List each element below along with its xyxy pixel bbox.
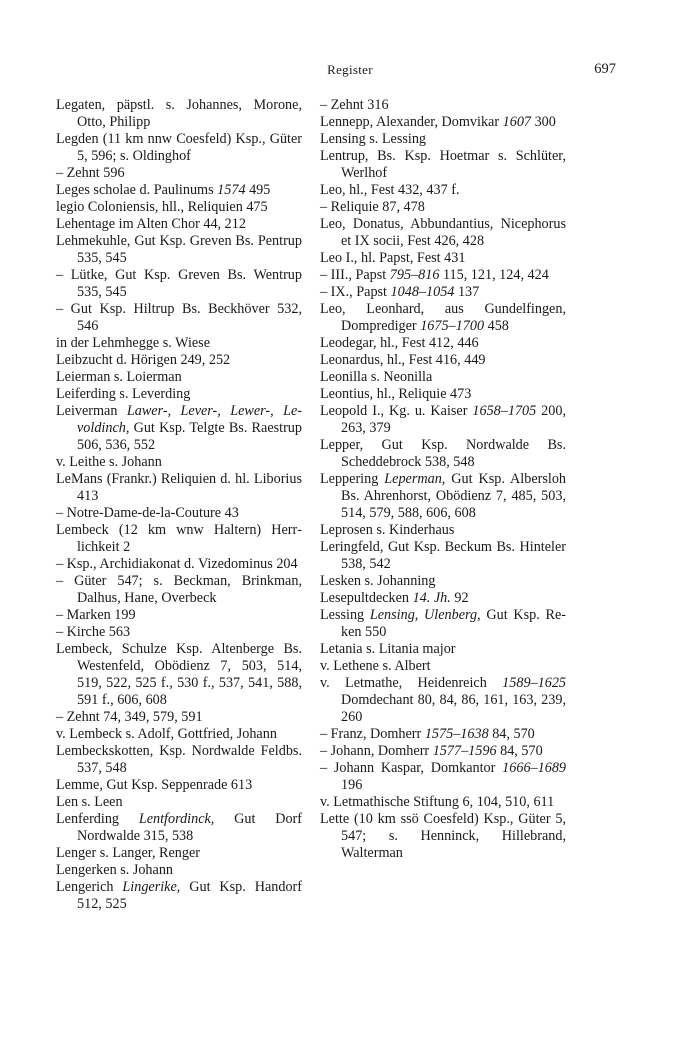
index-entry: Lembeck (12 km wnw Haltern) Herrlichkeit 2 [56, 522, 302, 555]
index-entry: Leonardus, hl., Fest 416, 449 [320, 352, 486, 368]
index-entry: Lenferding Lentfordinck, Gut Dorf Nordwalde 315, 538 [56, 811, 303, 844]
index-entry: Leontius, hl., Reliquie 473 [320, 386, 472, 402]
index-entry: – Ksp., Archidiakonat d. Vizedominus 204 [56, 556, 298, 572]
index-entry: Legaten, päpstl. s. Johannes, Morone, Otto, Philipp [56, 97, 302, 130]
index-entry: v. Leithe s. Johann [56, 454, 162, 470]
index-entry: Lentrup, Bs. Ksp. Hoetmar s. Schlüter, Werlhof [320, 148, 566, 181]
index-entry: – Johann, Domherr 1577–1596 84, 570 [320, 743, 543, 759]
index-entry: – Güter 547; s. Beckman, Brinkman, Dalhus, Hane, Overbeck [56, 573, 302, 606]
index-entry: – Johann Kaspar, Domkantor 1666–1689 196 [320, 760, 566, 793]
index-entry: – Lütke, Gut Ksp. Greven Bs. Wentrup 535, 545 [56, 267, 302, 300]
index-entry: Leo, Leonhard, aus Gundelfingen, Domprediger 1675–1700 458 [320, 301, 566, 334]
index-entry: Lehentage im Alten Chor 44, 212 [56, 216, 246, 232]
index-entry: Leiferding s. Leverding [56, 386, 191, 402]
index-entry: Lessing Lensing, Ulenberg, Gut Ksp. Reken 550 [320, 607, 567, 640]
index-entry: – Reliquie 87, 478 [320, 199, 425, 215]
index-entry: Lensing s. Lessing [320, 131, 427, 147]
index-column-left [56, 97, 302, 913]
index-entry: Lepper, Gut Ksp. Nordwalde Bs. Scheddebrock 538, 548 [320, 437, 566, 470]
running-title: Register [327, 62, 373, 77]
index-entry: Leo, hl., Fest 432, 437 f. [320, 182, 460, 198]
index-entry: Leopold I., Kg. u. Kaiser 1658–1705 200, 263, 379 [320, 403, 567, 436]
index-entry: Lenger s. Langer, Renger [56, 845, 201, 861]
index-entry: Leppering Leperman, Gut Ksp. Albersloh Bs. Ahrenhorst, Obödienz 7, 485, 503, 514, 579, 588, 606, 608 [320, 471, 567, 521]
index-entry: Leibzucht d. Hörigen 249, 252 [56, 352, 231, 368]
index-entry: Letania s. Litania major [320, 641, 456, 657]
index-entry: Leo, Donatus, Abbundantius, Nicephorus et IX socii, Fest 426, 428 [320, 216, 566, 249]
index-entry: Len s. Leen [56, 794, 123, 810]
index-entry: Leonilla s. Neonilla [320, 369, 433, 385]
index-entry: LeMans (Frankr.) Reliquien d. hl. Liborius 413 [56, 471, 302, 504]
index-entry: Leo I., hl. Papst, Fest 431 [320, 250, 466, 266]
index-column-right [320, 97, 566, 862]
index-entry: v. Letmathe, Heidenreich 1589–1625 Domdechant 80, 84, 86, 161, 163, 239, 260 [320, 675, 566, 725]
index-entry: Lemme, Gut Ksp. Seppenrade 613 [56, 777, 253, 793]
index-entry: Lengerich Lingerike, Gut Ksp. Handorf 512, 525 [56, 879, 302, 912]
index-entry: – III., Papst 795–816 115, 121, 124, 424 [320, 267, 549, 283]
index-entry: v. Lethene s. Albert [320, 658, 431, 674]
index-entry: – Zehnt 74, 349, 579, 591 [56, 709, 203, 725]
index-entry: Lehmekuhle, Gut Ksp. Greven Bs. Pentrup 535, 545 [56, 233, 302, 266]
index-entry: Legden (11 km nnw Coesfeld) Ksp., Güter 5, 596; s. Oldinghof [56, 131, 302, 164]
index-entry: – Franz, Domherr 1575–1638 84, 570 [320, 726, 535, 742]
index-entry: legio Coloniensis, hll., Reliquien 475 [56, 199, 268, 215]
index-entry: Leges scholae d. Paulinums 1574 495 [56, 182, 271, 198]
index-entry: – Gut Ksp. Hiltrup Bs. Beckhöver 532, 546 [56, 301, 302, 334]
index-entry: – Kirche 563 [56, 624, 131, 640]
index-entry: v. Lembeck s. Adolf, Gottfried, Johann [56, 726, 277, 742]
index-entry: Lengerken s. Johann [56, 862, 174, 878]
page-number: 697 [594, 61, 616, 77]
index-entry: Lennepp, Alexander, Domvikar 1607 300 [320, 114, 556, 130]
index-entry: Lembeck, Schulze Ksp. Altenberge Bs. Westenfeld, Obödienz 7, 503, 514, 519, 522, 525 f., 530 f., 537, 541, 588, 591 f., 606, 608 [56, 641, 302, 708]
index-entry: – IX., Papst 1048–1054 137 [320, 284, 480, 300]
index-entry: Lesken s. Johanning [320, 573, 436, 589]
index-entry: Leringfeld, Gut Ksp. Beckum Bs. Hinteler 538, 542 [320, 539, 566, 572]
index-entry: – Zehnt 596 [56, 165, 125, 181]
index-entry: – Zehnt 316 [320, 97, 389, 113]
index-entry: – Notre-Dame-de-la-Couture 43 [56, 505, 239, 521]
index-entry: in der Lehmhegge s. Wiese [56, 335, 210, 351]
index-entry: Lembeckskotten, Ksp. Nordwalde Feldbs. 537, 548 [56, 743, 302, 776]
index-entry: Lesepultdecken 14. Jh. 92 [320, 590, 469, 606]
index-entry: Leierman s. Loierman [56, 369, 182, 385]
index-entry: Lette (10 km ssö Coesfeld) Ksp., Güter 5, 547; s. Henninck, Hillebrand, Walterman [320, 811, 566, 861]
index-entry: Leprosen s. Kinderhaus [320, 522, 455, 538]
index-entry: – Marken 199 [56, 607, 136, 623]
index-entry: Leodegar, hl., Fest 412, 446 [320, 335, 479, 351]
index-entry: v. Letmathische Stiftung 6, 104, 510, 611 [320, 794, 555, 810]
running-header [0, 62, 700, 82]
index-entry: Leiverman Lawer-, Lever-, Lewer-, Levoldinch, Gut Ksp. Telgte Bs. Raestrup 506, 536, 552 [56, 403, 302, 453]
